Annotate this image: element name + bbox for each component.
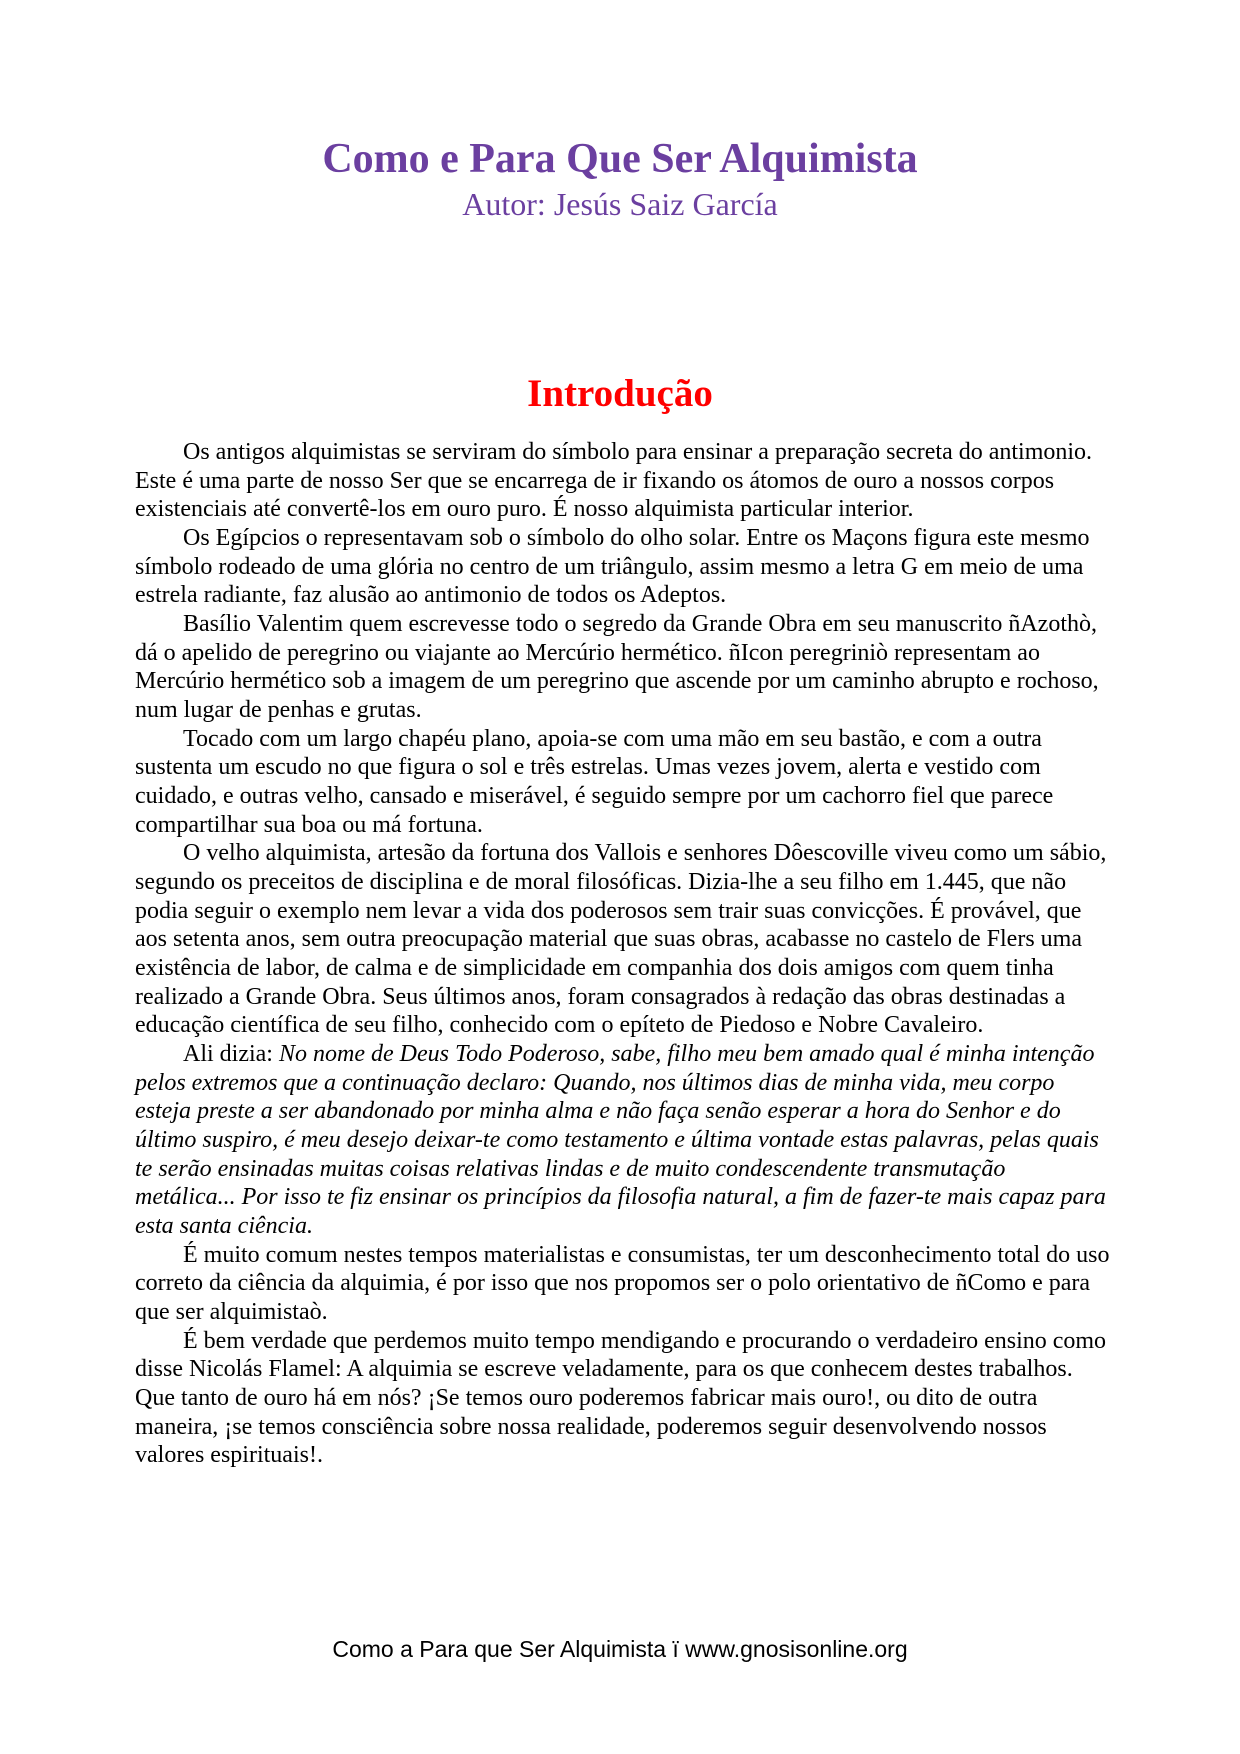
- paragraph-5: O velho alquimista, artesão da fortuna dos Vallois e senhores Dôescoville viveu como um sábio, segundo os preceitos de disciplina e de moral filosóficas. Dizia-lhe a seu filho em 1.445, que não podia seguir o exemplo nem levar a vida dos poderosos sem trair suas convicções. É provável, que aos setenta anos, sem outra preocupação material que suas obras, acabasse no castelo de Flers uma existência de labor, de calma e de simplicidade em companhia dos dois amigos com quem tinha realizado a Grande Obra. Seus últimos anos, foram consagrados à redação das obras destinadas a educação científica de seu filho, conhecido com o epíteto de Piedoso e Nobre Cavaleiro.: [135, 840, 1107, 1039]
- paragraph-2: Os Egípcios o representavam sob o símbolo do olho solar. Entre os Maçons figura este mesmo símbolo rodeado de uma glória no centro de um triângulo, assim mesmo a letra G em meio de uma estrela radiante, faz alusão ao antimonio de todos os Adeptos.: [135, 524, 1090, 609]
- paragraph-1: Os antigos alquimistas se serviram do símbolo para ensinar a preparação secreta do antimonio. Este é uma parte de nosso Ser que se encarrega de ir fixando os átomos de ouro a nossos corpos existenciais até convertê-los em ouro puro. É nosso alquimista particular interior.: [135, 438, 1093, 523]
- paragraph-6-quote: [135, 1040, 1110, 1241]
- section-heading-introducao: Introdução: [527, 371, 713, 415]
- paragraph-7: É muito comum nestes tempos materialistas e consumistas, ter um desconhecimento total do uso correto da ciência da alquimia, é por isso que nos propomos ser o polo orientativo de ñComo e para que ser alquimistaò.: [135, 1241, 1110, 1326]
- paragraph-4: Tocado com um largo chapéu plano, apoia-se com uma mão em seu bastão, e com a outra sustenta um escudo no que figura o sol e três estrelas. Umas vezes jovem, alerta e vestido com cuidado, e outras velho, cansado e miserável, é seguido sempre por um cachorro fiel que parece compartilhar sua boa ou má fortuna.: [135, 725, 1054, 838]
- page-footer: Como a Para que Ser Alquimista ï www.gnosisonline.org: [332, 1636, 908, 1662]
- paragraph-8: É bem verdade que perdemos muito tempo mendigando e procurando o verdadeiro ensino como disse Nicolás Flamel: A alquimia se escreve veladamente, para os que conhecem destes trabalhos. Que tanto de ouro há em nós? ¡Se temos ouro poderemos fabricar mais ouro!, ou dito de outra maneira, ¡se temos consciência sobre nossa realidade, poderemos seguir desenvolvendo nossos valores espirituais!.: [135, 1327, 1107, 1469]
- document-title: Como e Para Que Ser Alquimista: [322, 136, 918, 182]
- quote-italic-text: No nome de Deus Todo Poderoso, sabe, filho meu bem amado qual é minha intenção pelos extremos que a continuação declaro: Quando, nos últimos dias de minha vida, meu corpo esteja preste a ser abandonado por minha alma e não faça senão esperar a hora do Senhor e do último suspiro, é meu desejo deixar-te como testamento e última vontade estas palavras, pelas quais te serão ensinadas muitas coisas relativas lindas e de muito condescendente transmutação metálica... Por isso te fiz ensinar os princípios da filosofia natural, a fim de fazer-te mais capaz para esta santa ciência.: [135, 1040, 1106, 1240]
- quote-prefix: Ali dizia:: [183, 1040, 279, 1067]
- body-text: [135, 438, 1110, 1470]
- paragraph-3: Basílio Valentim quem escrevesse todo o segredo da Grande Obra em seu manuscrito ñAzothò, dá o apelido de peregrino ou viajante ao Mercúrio hermético. ñIcon peregriniò representam ao Mercúrio hermético sob a imagem de um peregrino que ascende por um caminho abrupto e rochoso, num lugar de penhas e grutas.: [135, 610, 1099, 723]
- author-line: Autor: Jesús Saiz García: [462, 186, 778, 223]
